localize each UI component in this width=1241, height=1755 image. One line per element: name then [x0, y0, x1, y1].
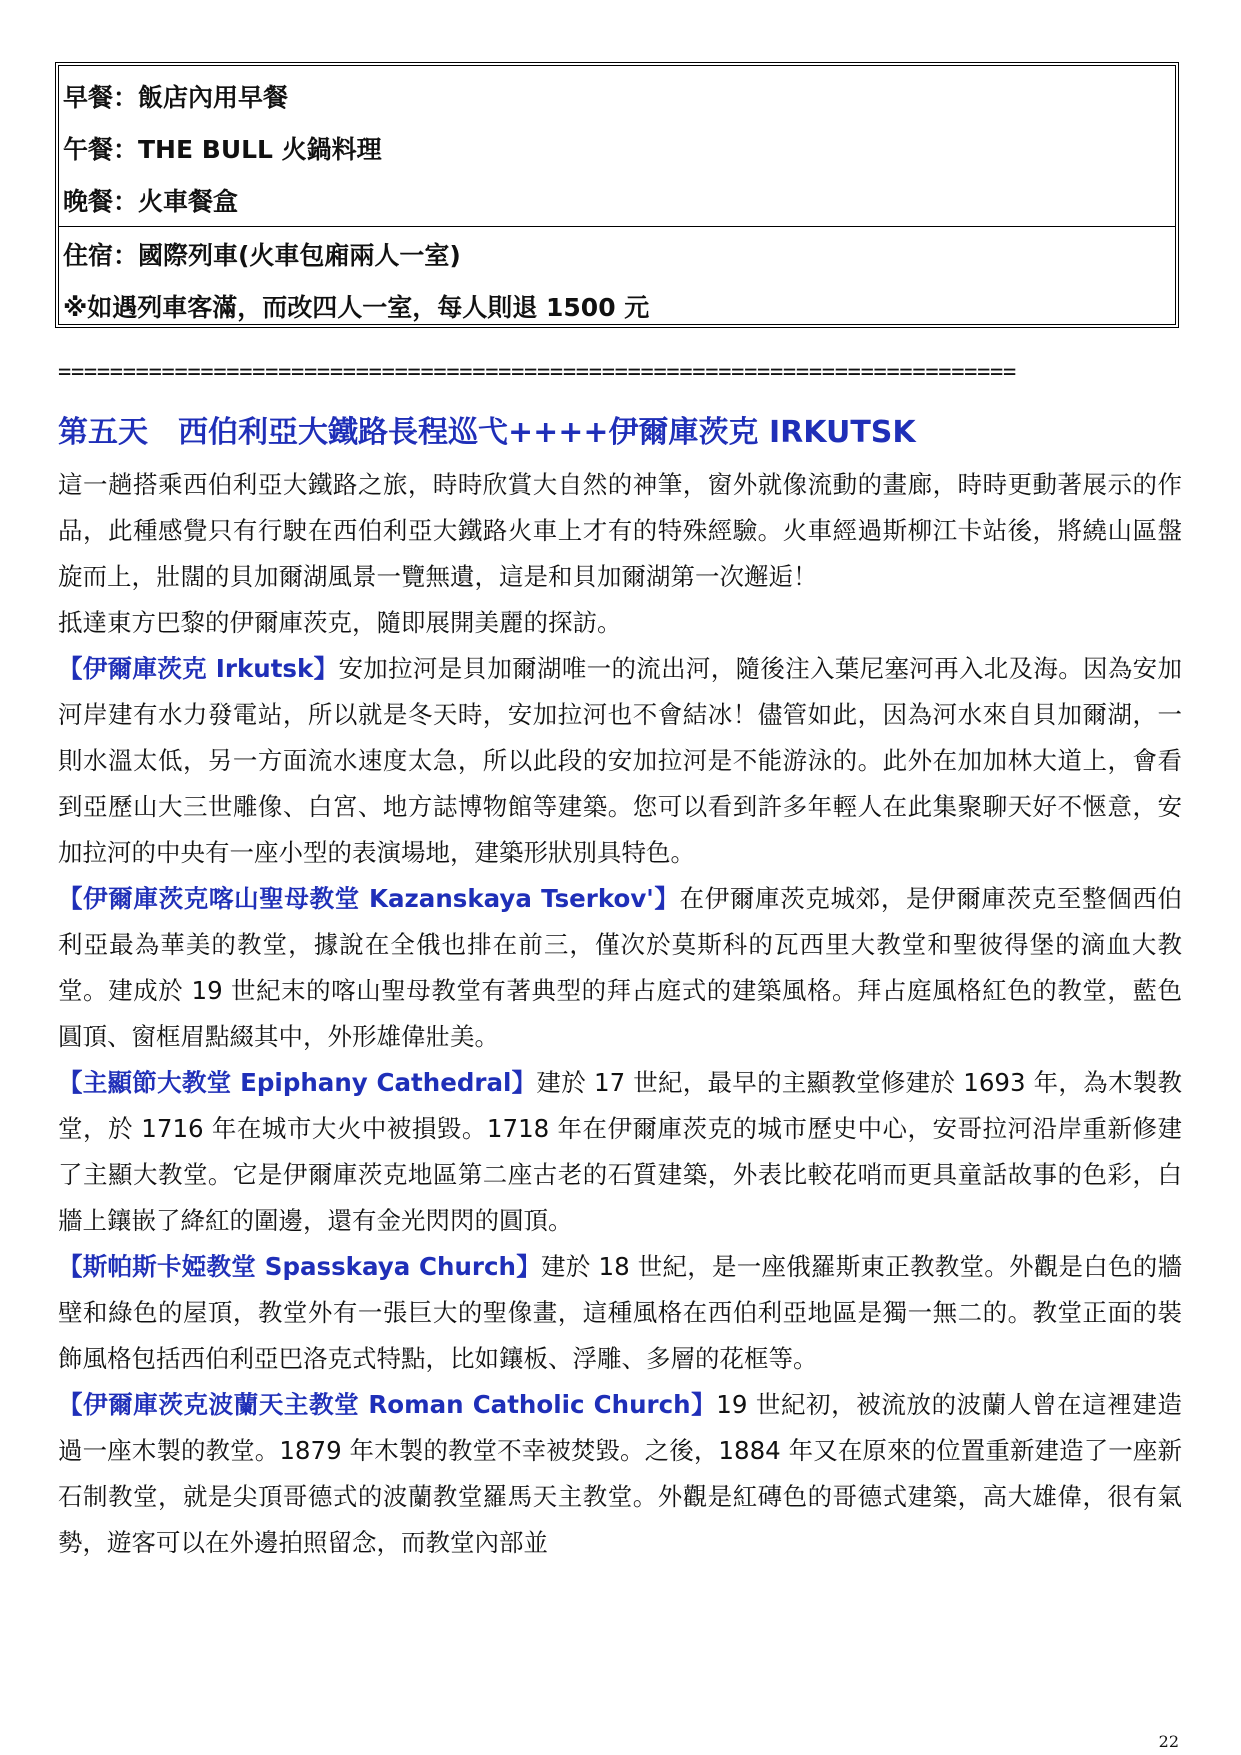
section-text: 19 世紀初，被流放的波蘭人曾在這裡建造過一座木製的教堂。1879 年木製的教堂不幸被焚毀。之後，1884 年又在原來的位置重新建造了一座新石制教堂，就是尖頂哥德式的波蘭教堂羅馬天主教堂。外觀是紅磚色的哥德式建築，高大雄偉，很有氣勢，遊客可以在外邊拍照留念，而教堂內部並 — [58, 1390, 1182, 1557]
day-title: 第五天 西伯利亞大鐵路長程巡弋++++伊爾庫茨克 IRKUTSK — [58, 415, 916, 450]
section-irkutsk — [58, 646, 1182, 876]
intro-paragraph: 這一趟搭乘西伯利亞大鐵路之旅，時時欣賞大自然的神筆，窗外就像流動的畫廊，時時更動著展示的作品，此種感覺只有行駛在西伯利亞大鐵路火車上才有的特殊經驗。火車經過斯柳江卡站後，將繞山區盤旋而上，壯闊的貝加爾湖風景一覽無遺，這是和貝加爾湖第一次邂逅！ — [58, 470, 1182, 591]
section-text: 建於 17 世紀，最早的主顯教堂修建於 1693 年，為木製教堂，於 1716 年在城市大火中被損毀。1718 年在伊爾庫茨克的城市歷史中心，安哥拉河沿岸重新修建了主顯大教堂。它是伊爾庫茨克地區第二座古老的石質建築，外表比較花哨而更具童話故事的色彩，白牆上鑲嵌了絳紅的圍邊，還有金光閃閃的圓頂。 — [58, 1068, 1182, 1235]
lodging-note: ※如遇列車客滿，而改四人一室，每人則退 1500 元 — [63, 293, 650, 322]
breakfast-line: 早餐：飯店內用早餐 — [63, 83, 289, 112]
section-heading: 【伊爾庫茨克 Irkutsk】 — [58, 654, 339, 683]
section-kazan-church — [58, 876, 1182, 1060]
section-heading: 【伊爾庫茨克波蘭天主教堂 Roman Catholic Church】 — [58, 1390, 717, 1419]
section-heading: 【斯帕斯卡婭教堂 Spasskaya Church】 — [58, 1252, 541, 1281]
body-text — [58, 462, 1182, 1566]
section-heading: 【伊爾庫茨克喀山聖母教堂 Kazanskaya Tserkov'】 — [58, 884, 680, 913]
section-spasskaya — [58, 1244, 1182, 1382]
section-epiphany — [58, 1060, 1182, 1244]
section-catholic — [58, 1382, 1182, 1566]
section-text: 建於 18 世紀，是一座俄羅斯東正教教堂。外觀是白色的牆壁和綠色的屋頂，教堂外有一張巨大的聖像畫，這種風格在西伯利亞地區是獨一無二的。教堂正面的裝飾風格包括西伯利亞巴洛克式特點，比如鑲板、浮雕、多層的花框等。 — [58, 1252, 1182, 1373]
separator-line: ========================================================================== — [58, 360, 1016, 385]
lodging-line: 住宿：國際列車(火車包廂兩人一室) — [63, 241, 461, 270]
arrival-paragraph: 抵達東方巴黎的伊爾庫茨克，隨即展開美麗的探訪。 — [58, 608, 622, 637]
box-divider — [59, 226, 1175, 227]
section-text: 安加拉河是貝加爾湖唯一的流出河，隨後注入葉尼塞河再入北及海。因為安加河岸建有水力發電站，所以就是冬天時，安加拉河也不會結冰！儘管如此，因為河水來自貝加爾湖，一則水溫太低，另一方面流水速度太急，所以此段的安加拉河是不能游泳的。此外在加加林大道上，會看到亞歷山大三世雕像、白宮、地方誌博物館等建築。您可以看到許多年輕人在此集聚聊天好不愜意，安加拉河的中央有一座小型的表演場地，建築形狀別具特色。 — [58, 654, 1182, 867]
section-text: 在伊爾庫茨克城郊，是伊爾庫茨克至整個西伯利亞最為華美的教堂，據說在全俄也排在前三，僅次於莫斯科的瓦西里大教堂和聖彼得堡的滴血大教堂。建成於 19 世紀末的喀山聖母教堂有著典型的拜占庭式的建築風格。拜占庭風格紅色的教堂，藍色圓頂、窗框眉點綴其中，外形雄偉壯美。 — [58, 884, 1182, 1051]
dinner-line: 晚餐：火車餐盒 — [63, 187, 239, 216]
lunch-line: 午餐：THE BULL 火鍋料理 — [63, 135, 382, 164]
meal-info-box — [55, 62, 1179, 328]
section-heading: 【主顯節大教堂 Epiphany Cathedral】 — [58, 1068, 537, 1097]
page-number: 22 — [1158, 1732, 1179, 1751]
